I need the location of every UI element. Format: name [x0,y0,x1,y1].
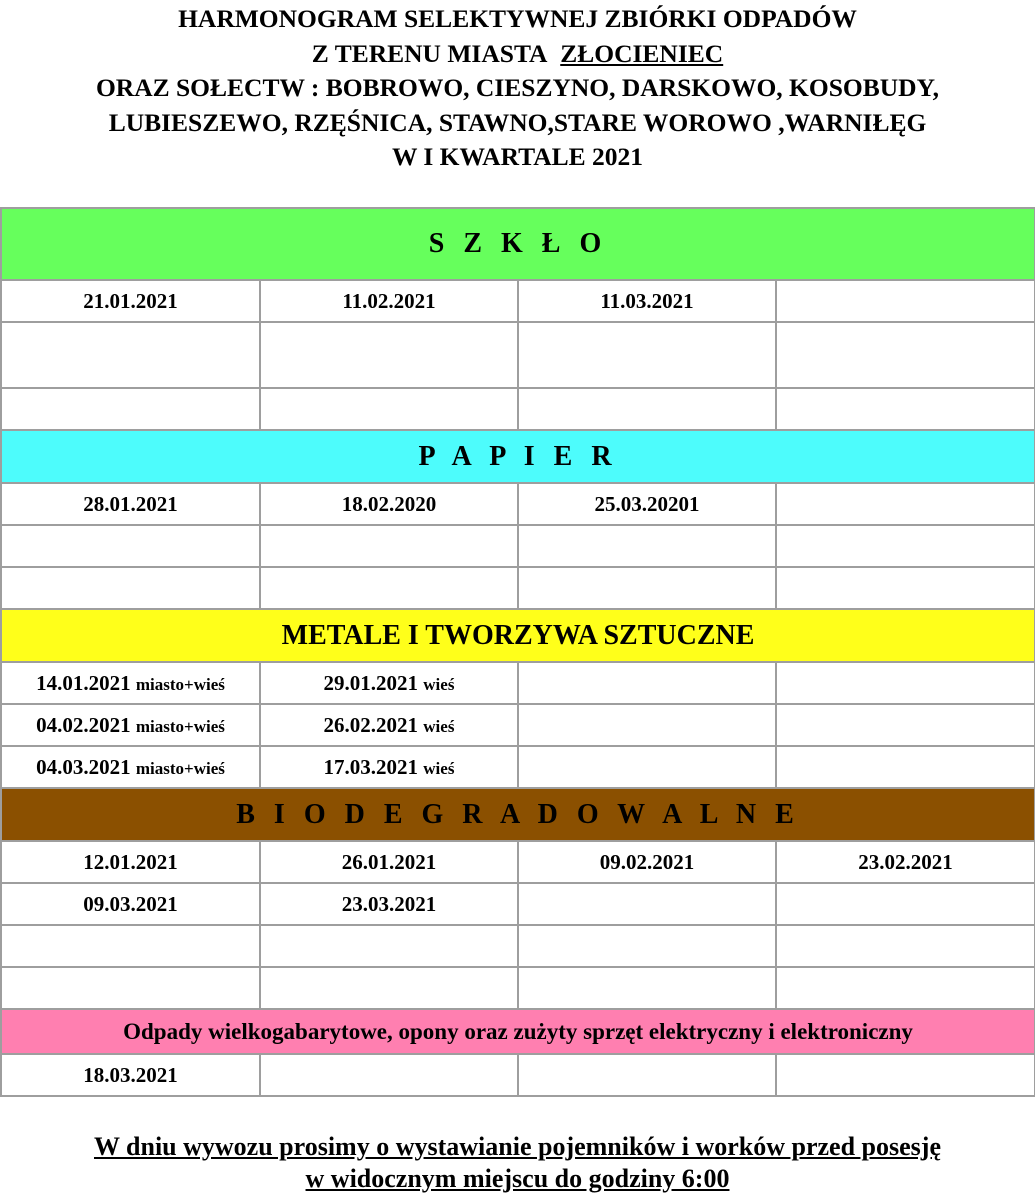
footer-line-2: w widocznym miejscu do godziny 6:00 [305,1164,730,1193]
date-cell [1,662,260,704]
table-row [1,388,1035,430]
date-cell: 11.03.2021 [518,280,776,322]
footer-notice [0,1131,1035,1195]
date-cell [260,567,518,609]
date-cell: 25.03.20201 [518,483,776,525]
date-cell [518,322,776,388]
date-cell [1,567,260,609]
area-note: wieś [423,716,455,736]
area-note: wieś [423,674,455,694]
date-cell [518,883,776,925]
date-cell: 23.03.2021 [260,883,518,925]
date-cell [1,388,260,430]
section-header-wielko [1,1009,1035,1054]
area-note: miasto+wieś [135,716,225,736]
date-cell [776,567,1035,609]
table-row [1,567,1035,609]
table-row [1,925,1035,967]
date: 29.01.2021 [323,670,419,695]
metale-header: METALE I TWORZYWA SZTUCZNE [1,609,1035,662]
date-cell [260,525,518,567]
date-cell [260,662,518,704]
table-row [1,1054,1035,1096]
date-cell [776,388,1035,430]
table-row [1,483,1035,525]
date-cell [260,1054,518,1096]
date-cell [776,883,1035,925]
date-cell [1,967,260,1009]
area-note: wieś [423,758,455,778]
date-cell: 18.02.2020 [260,483,518,525]
date-cell [518,925,776,967]
date-cell [776,704,1035,746]
date-cell: 28.01.2021 [1,483,260,525]
date-cell [1,925,260,967]
date: 14.01.2021 [36,670,131,695]
date-cell [1,525,260,567]
title-line-5: W I KWARTALE 2021 [391,142,644,171]
date-cell [260,322,518,388]
bio-header: B I O D E G R A D O W A L N E [1,788,1035,841]
date-cell [776,483,1035,525]
date-cell: 09.02.2021 [518,841,776,883]
table-row [1,883,1035,925]
date-cell [1,322,260,388]
date-cell [518,704,776,746]
date-cell: 09.03.2021 [1,883,260,925]
date-cell [776,925,1035,967]
date: 04.03.2021 [36,754,131,779]
date-cell [518,967,776,1009]
table-row [1,280,1035,322]
title-line-2-prefix: Z TERENU MIASTA [311,38,548,68]
section-header-bio [1,788,1035,841]
table-row [1,525,1035,567]
date-cell [260,704,518,746]
footer-line-1: W dniu wywozu prosimy o wystawianie pojemników i worków przed posesję [94,1132,941,1161]
title-line-4: LUBIESZEWO, RZĘŚNICA, STAWNO,STARE WOROWO ,WARNIŁĘG [108,107,927,137]
table-row [1,322,1035,388]
date-cell [776,1054,1035,1096]
schedule-table [0,207,1035,1097]
date-cell: 21.01.2021 [1,280,260,322]
date-cell [776,746,1035,788]
date-cell [518,746,776,788]
document-title [0,2,1035,175]
date-cell [260,388,518,430]
date-cell: 18.03.2021 [1,1054,260,1096]
section-header-metale [1,609,1035,662]
city-name: ZŁOCIENIEC [560,38,724,68]
date-cell [776,280,1035,322]
table-row [1,662,1035,704]
date: 26.02.2021 [323,712,419,737]
date: 17.03.2021 [323,754,419,779]
date-cell [518,662,776,704]
date-cell [518,1054,776,1096]
area-note: miasto+wieś [135,674,225,694]
date-cell: 11.02.2021 [260,280,518,322]
date-cell [776,322,1035,388]
date-cell [776,967,1035,1009]
date-cell [776,662,1035,704]
title-line-2 [0,37,1035,72]
papier-header: P A P I E R [1,430,1035,483]
date-cell [518,567,776,609]
wielko-header: Odpady wielkogabarytowe, opony oraz zużyty sprzęt elektryczny i elektroniczny [1,1009,1035,1054]
section-header-papier [1,430,1035,483]
date-cell: 26.01.2021 [260,841,518,883]
section-header-szklo [1,208,1035,280]
area-note: miasto+wieś [135,758,225,778]
title-line-3: ORAZ SOŁECTW : BOBROWO, CIESZYNO, DARSKOWO, KOSOBUDY, [95,73,940,102]
table-row [1,967,1035,1009]
date-cell [260,967,518,1009]
table-row [1,746,1035,788]
table-row [1,704,1035,746]
date-cell [260,925,518,967]
date-cell [518,388,776,430]
title-line-1: HARMONOGRAM SELEKTYWNEJ ZBIÓRKI ODPADÓW [178,4,857,33]
date-cell [1,746,260,788]
date-cell [776,525,1035,567]
date-cell: 12.01.2021 [1,841,260,883]
date: 04.02.2021 [36,712,131,737]
date-cell: 23.02.2021 [776,841,1035,883]
szklo-header: S Z K Ł O [1,208,1035,280]
table-row [1,841,1035,883]
date-cell [260,746,518,788]
date-cell [1,704,260,746]
date-cell [518,525,776,567]
